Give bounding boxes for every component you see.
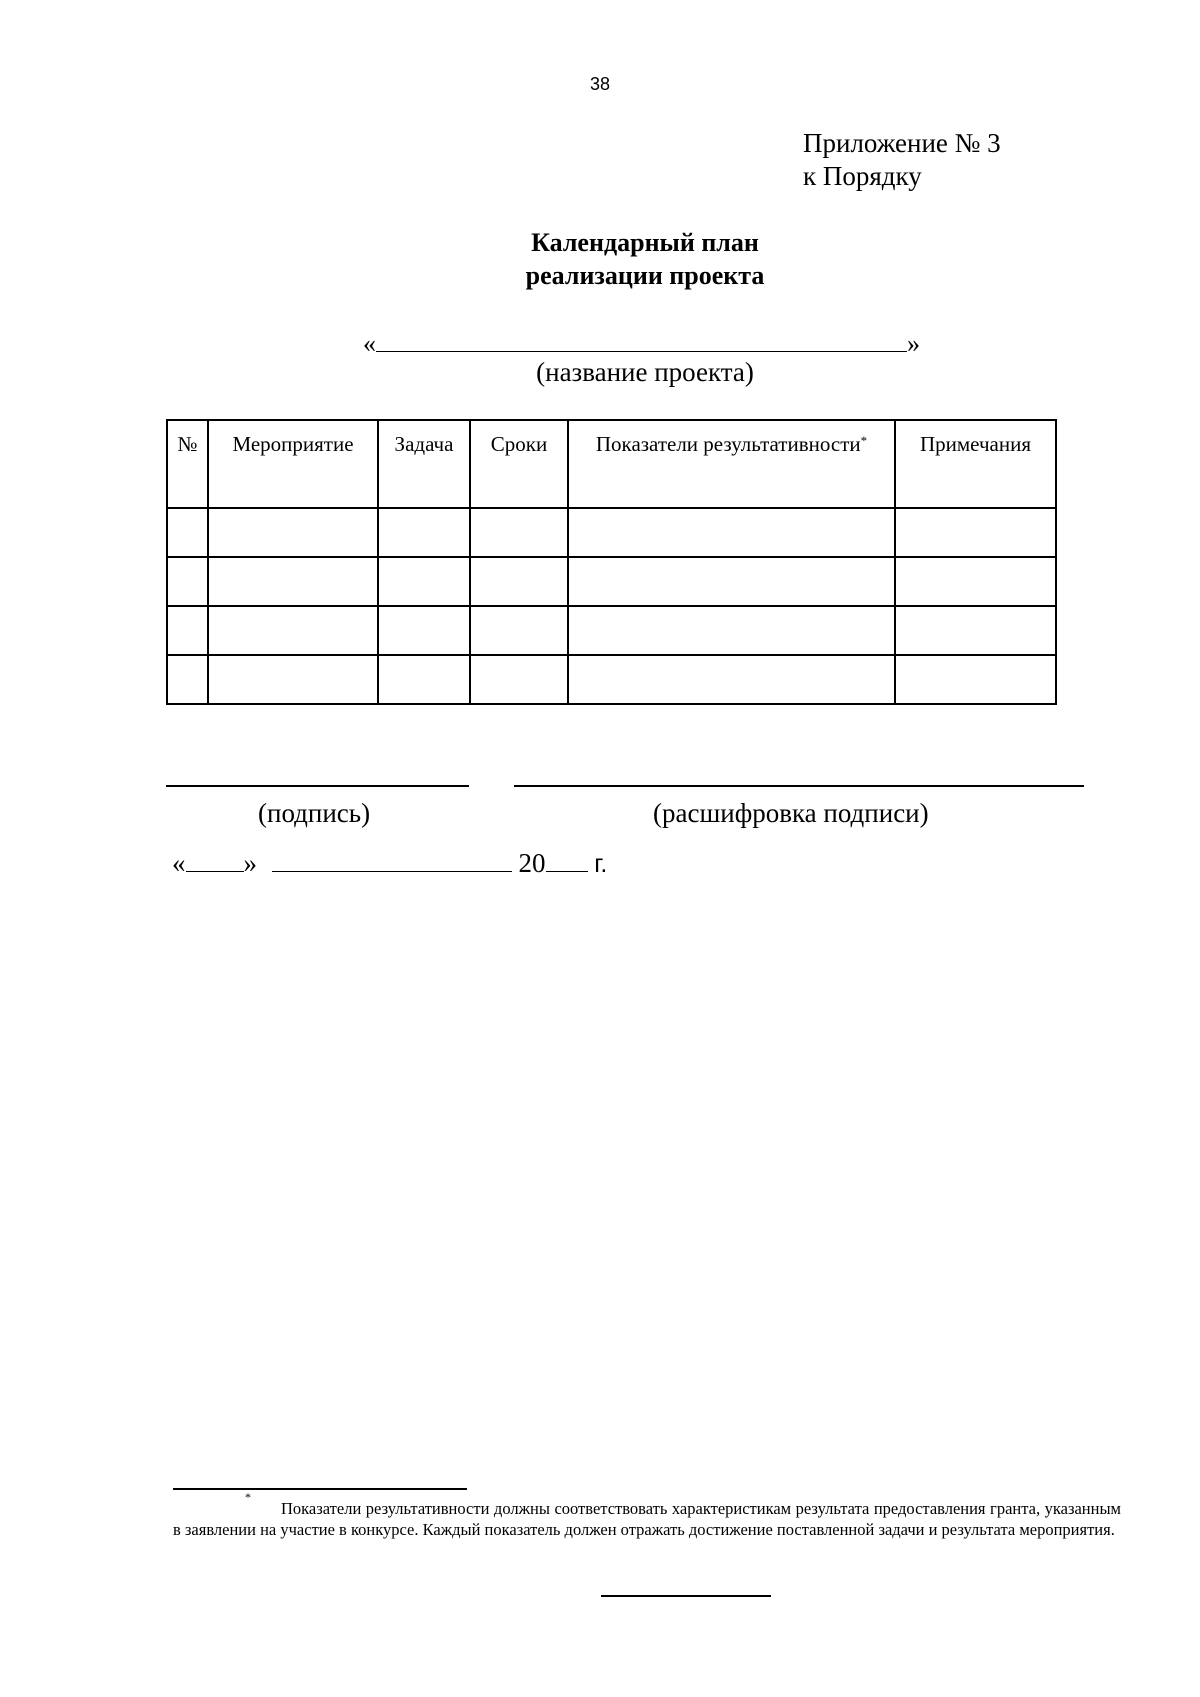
table-cell[interactable] [470, 557, 568, 606]
header-notes: Примечания [895, 420, 1056, 508]
header-event: Мероприятие [208, 420, 378, 508]
table-cell[interactable] [568, 606, 895, 655]
table-cell[interactable] [470, 606, 568, 655]
header-indicators [568, 420, 895, 508]
table-cell[interactable] [895, 606, 1056, 655]
table-cell[interactable] [167, 655, 208, 704]
table-cell[interactable] [167, 606, 208, 655]
year-blank[interactable] [546, 849, 588, 872]
appendix-reference [803, 127, 1001, 193]
date-open-quote: « [172, 848, 186, 878]
table-cell[interactable] [208, 557, 378, 606]
header-deadlines: Сроки [470, 420, 568, 508]
table-cell[interactable] [895, 508, 1056, 557]
header-number: № [167, 420, 208, 508]
header-task: Задача [378, 420, 470, 508]
table-row [167, 606, 1056, 655]
footnote-separator [173, 1488, 467, 1490]
project-name-blank[interactable] [376, 327, 907, 352]
signature-decode-line[interactable] [514, 785, 1084, 787]
table-cell[interactable] [470, 508, 568, 557]
appendix-line-1: Приложение № 3 [803, 128, 1001, 158]
year-prefix: 20 [518, 848, 546, 878]
footnote-text [173, 1498, 1121, 1540]
title-line-2: реализации проекта [525, 261, 765, 290]
table-row [167, 557, 1056, 606]
table-cell[interactable] [568, 655, 895, 704]
day-blank[interactable] [186, 849, 244, 872]
table-cell[interactable] [895, 655, 1056, 704]
footnote-mark-bottom: * [245, 1490, 251, 1504]
table-cell[interactable] [895, 557, 1056, 606]
table-cell[interactable] [208, 655, 378, 704]
table-cell[interactable] [568, 508, 895, 557]
appendix-line-2: к Порядку [803, 161, 922, 191]
project-name-caption: (название проекта) [536, 357, 754, 387]
table-cell[interactable] [378, 557, 470, 606]
project-name-field[interactable] [363, 327, 920, 359]
table-cell[interactable] [167, 557, 208, 606]
table-row [167, 508, 1056, 557]
month-blank[interactable] [272, 849, 512, 872]
table-cell[interactable] [470, 655, 568, 704]
date-close-quote: » [243, 848, 257, 878]
footnote-body: Показатели результативности должны соответствовать характеристикам результата предоставления гранта, указанным в заявлении на участие в конкурсе. Каждый показатель должен отражать достижение поставленной задачи и результата мероприятия. [173, 1499, 1121, 1539]
table-cell[interactable] [568, 557, 895, 606]
table-cell[interactable] [208, 606, 378, 655]
table-header-row [167, 420, 1056, 508]
end-line [601, 1595, 771, 1597]
header-indicators-label: Показатели результативности [595, 432, 861, 456]
table-cell[interactable] [378, 655, 470, 704]
document-title [0, 226, 1200, 292]
year-suffix: г. [594, 850, 608, 878]
open-quote: « [363, 329, 376, 358]
table-cell[interactable] [378, 508, 470, 557]
signature-line[interactable] [166, 785, 469, 787]
table-cell[interactable] [167, 508, 208, 557]
signature-caption: (подпись) [258, 798, 371, 828]
calendar-plan-table [166, 419, 1057, 705]
page-number: 38 [589, 74, 611, 94]
table-row [167, 655, 1056, 704]
signature-decode-caption: (расшифровка подписи) [653, 798, 929, 828]
date-field [172, 848, 607, 879]
table-cell[interactable] [208, 508, 378, 557]
close-quote: » [907, 329, 920, 358]
footnote-mark: * [860, 433, 868, 448]
title-line-1: Календарный план [531, 228, 759, 257]
table-cell[interactable] [378, 606, 470, 655]
